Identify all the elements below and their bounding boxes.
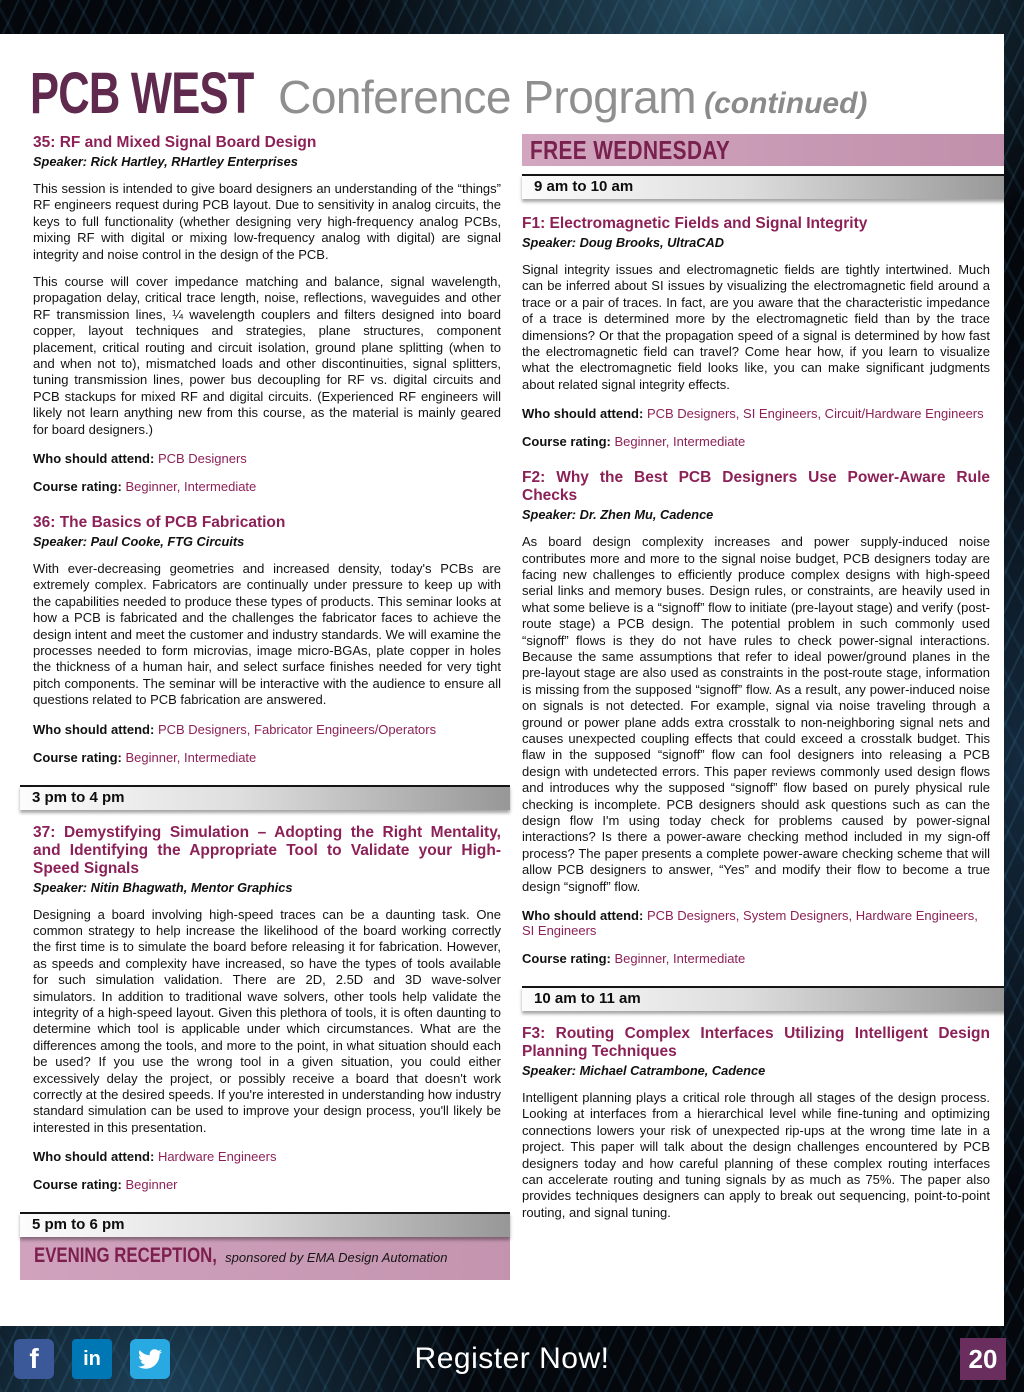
session-speaker: Speaker: Dr. Zhen Mu, Cadence — [522, 507, 714, 523]
course-rating: Course rating: Beginner, Intermediate — [522, 434, 746, 450]
time-banner-10am-11am: 10 am to 11 am — [522, 986, 1004, 1011]
session-title: F2: Why the Best PCB Designers Use Power-Aware Rule Checks — [522, 469, 990, 505]
who-should-attend: Who should attend: PCB Designers — [33, 451, 247, 467]
session-speaker: Speaker: Paul Cooke, FTG Circuits — [33, 534, 245, 550]
who-should-attend: Who should attend: PCB Designers, System Designers, Hardware Engineers, SI Engineers — [522, 908, 978, 939]
course-rating: Course rating: Beginner, Intermediate — [522, 951, 746, 967]
session-description: Designing a board involving high-speed traces can be a daunting task. One common strategy to help increase the likelihood of the board working correctly the first time is to simulate the board before releasing it for fabrication. However, as speeds and complexity have increased, so have the types of tools available for such simulation validation. There are 2D, 2.5D and 3D wave-solver simulators. In addition to traditional wave solvers, other tools help validate the integrity of a high-speed layout. Given this plethora of tools, it is often daunting to determine which tool is applicable under which circumstances. What are the differences among the tools, and more to the point, in what situation should each be used? If you use the wrong tool in a given situation, you could either excessively delay the project, or possibly receive a board that doesn't work correctly at the desired speeds. If you're interested in understanding how industry standard simulation can be used to improve your design process, you'll likely be interested in this presentation. — [33, 906, 501, 1135]
session-speaker: Speaker: Rick Hartley, RHartley Enterprises — [33, 153, 298, 169]
page-number: 20 — [960, 1338, 1006, 1380]
session-description: Intelligent planning plays a critical role through all stages of the design process. Looking at interfaces from a hierarchical level while fine-tuning and optimizing connections lowers your risk of unexpected rip-ups at the wrong time late in a project. This paper will talk about the design challenges encountered by PCB designers today and how careful planning of these complex routing interfaces can accelerate routing and tuning signals by as much as 75%. The paper also provides techniques designers can apply to break out sequencing, point-to-point routing, and signal tuning. — [522, 1090, 990, 1220]
time-banner-3pm-4pm: 3 pm to 4 pm — [20, 785, 510, 810]
session-description: This session is intended to give board designers an understanding of the “things” RF engineers request during PCB layout. Due to sensitivity in analog circuits, the keys to full functionality (whether designing very high-frequency analog PCBs, mixing RF with digital or mixing low-frequency analog with digital) are signal integrity and noise control in the design of the PCB. — [33, 180, 501, 262]
social-links — [14, 1339, 170, 1379]
session-title: 36: The Basics of PCB Fabrication — [33, 514, 286, 532]
session-speaker: Speaker: Michael Catrambone, Cadence — [522, 1063, 766, 1079]
session-f1 — [522, 215, 990, 449]
linkedin-icon[interactable]: in — [72, 1339, 112, 1379]
session-description: Signal integrity issues and electromagnetic fields are tightly intertwined. Much can be inferred about SI issues by visualizing the electromagnetic field around a trace or a pair of traces. In fact, are you aware that the characteristic impedance of a trace is determined more by the electromagnetic field than by the trace dimensions? Or that the propagation speed of a signal is determined by how fast the electromagnetic field can travel? Come hear how, if you learn to visualize what the electromagnetic field looks like, you can make significant judgments about related signal integrity effects. — [522, 261, 990, 392]
right-column — [522, 134, 990, 1241]
twitter-icon[interactable] — [130, 1339, 170, 1379]
time-banner-5pm-6pm: 5 pm to 6 pm — [20, 1212, 510, 1237]
session-speaker: Speaker: Doug Brooks, UltraCAD — [522, 234, 724, 250]
session-speaker: Speaker: Nitin Bhagwath, Mentor Graphics — [33, 879, 293, 895]
who-should-attend: Who should attend: Hardware Engineers — [33, 1149, 277, 1165]
session-description: With ever-decreasing geometries and increased density, today's PCBs are extremely complex. Fabricators are continually under pressure to keep up with the capabilities needed to produce these types of products. This seminar looks at how a PCB is fabricated and the challenges the fabricator faces to achieve the design intent and meet the customer and industry standards. We will examine the processes needed to form microvias, image micro-BGAs, plate copper in holes the thickness of a human hair, and select surface finishes needed for very tight pitch components. The seminar will be interactive with the audience to ensure all questions related to PCB fabrication are answered. — [33, 561, 502, 708]
time-banner-9am-10am: 9 am to 10 am — [522, 174, 1004, 199]
page-header — [30, 60, 867, 127]
session-title: 35: RF and Mixed Signal Board Design — [33, 134, 317, 151]
who-should-attend: Who should attend: PCB Designers, SI Engineers, Circuit/Hardware Engineers — [522, 406, 984, 422]
free-wednesday-banner: FREE WEDNESDAY — [522, 134, 1004, 166]
session-36 — [33, 514, 501, 765]
page-footer — [0, 1326, 1024, 1392]
evening-reception-block — [20, 1212, 510, 1280]
page-title: Conference Program — [278, 71, 697, 123]
course-rating: Course rating: Beginner, Intermediate — [33, 749, 257, 765]
session-title: F3: Routing Complex Interfaces Utilizing Intelligent Design Planning Techniques — [522, 1025, 990, 1061]
who-should-attend: Who should attend: PCB Designers, Fabricator Engineers/Operators — [33, 721, 437, 737]
session-title: 37: Demystifying Simulation – Adopting the Right Mentality, and Identifying the Appropriate Tool to Validate your High-Speed Signals — [33, 823, 501, 877]
session-f3 — [522, 1025, 990, 1221]
left-column — [33, 134, 501, 1280]
session-f2 — [522, 469, 990, 966]
session-35 — [33, 134, 501, 494]
session-37 — [33, 824, 501, 1193]
evening-reception — [20, 1237, 510, 1268]
page-title-suffix: (continued) — [704, 87, 868, 120]
course-rating: Course rating: Beginner, Intermediate — [33, 479, 257, 495]
session-description: As board design complexity increases and power supply-induced noise contributes more and more to the signal noise budget, PCB designers today are facing new challenges to efficiently produce complex designs with high-speed serial links and memory buses. Design rules, or constraints, are heavily used in what some believe is a “signoff” flow to initiate (pre-layout stage) and verify (post-route stage) a PCB design. The potential problem in such commonly used “signoff” flows is they do not have rules to check power-signal interactions. Because the same assumptions that refer to ideal power/ground planes in the pre-layout stage are also used as constraints in the post-route stage, information is missing from the supposed “signoff” flow. As a result, any power-induced noise on signals is not detected. For example, signal via noise traveling through a ground or power plane adds extra crosstalk to non-neighboring signal nets and causes unexpected coupling effects that could exceed a crosstalk budget. This flaw in the supposed “signoff” flow can fool designers into releasing a PCB design with undetected errors. This paper reviews commonly used design flows and introduces why the supposed “signoff” flow based on purely physical rule checking is incomplete. PCB designers should ask questions such as can the design flow I'm using today check for problems caused by power-signal interactions? Is there a power-aware checking method included in my sign-off process? The paper presents a complete power-aware checking scheme that will allow PCB designers to answer, “Yes” and modify their flow to become a true design “signoff” flow. — [522, 534, 990, 894]
twitter-bird-icon — [138, 1347, 162, 1371]
page-content — [0, 34, 1004, 1326]
course-rating: Course rating: Beginner — [33, 1177, 178, 1193]
reception-sponsor: sponsored by EMA Design Automation — [225, 1250, 448, 1266]
brand-logo: PCB WEST — [30, 61, 254, 126]
session-title: F1: Electromagnetic Fields and Signal Integrity — [522, 215, 868, 232]
reception-title: EVENING RECEPTION, — [34, 1244, 217, 1268]
register-now-link[interactable]: Register Now! — [414, 1342, 610, 1375]
facebook-icon[interactable]: f — [14, 1339, 54, 1379]
session-description: This course will cover impedance matching and balance, signal wavelength, propagation delay, critical trace length, noise, reflections, waveguides and other RF transmission lines, ¼ wavelength couplers and filters designed into board copper, layout techniques and strategies, plane structures, component placement, critical routing and circuit isolation, ground plane splitting (when to and when not to), mismatched loads and other discontinuities, signal splitters, tuning transmission lines, power bus decoupling for RF vs. digital circuits and PCB stackups for mixed RF and digital circuits. (Experienced RF engineers will likely not learn anything new from this course, as the material is mainly geared for board designers.) — [33, 274, 501, 437]
